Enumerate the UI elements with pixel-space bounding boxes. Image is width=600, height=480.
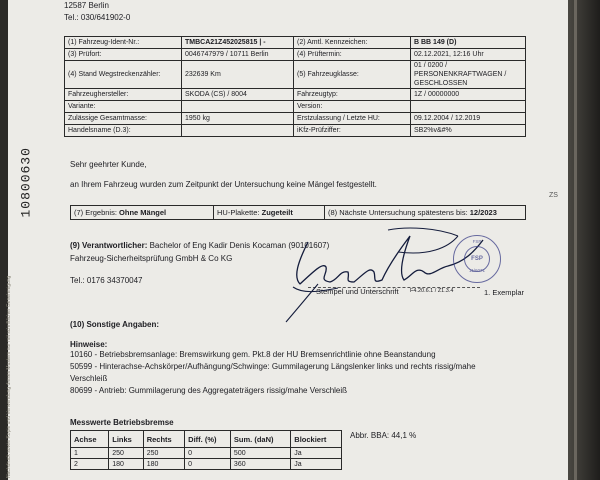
result-cell: [71, 206, 214, 220]
field-label: (4) Stand Wegstreckenzähler:: [65, 61, 182, 89]
brake-table-row: [71, 459, 342, 470]
brake-column-header: Achse: [71, 431, 109, 448]
field-value: [182, 125, 294, 137]
hints-title: Hinweise:: [70, 340, 108, 349]
field-value: 1950 kg: [182, 113, 294, 125]
field-value: [182, 101, 294, 113]
field-label: Erstzulassung / Letzte HU:: [294, 113, 411, 125]
inspection-report-page: [8, 0, 568, 480]
next-inspection-label: (8) Nächste Untersuchung spätestens bis:: [328, 208, 468, 217]
margin-fine-print-block: [4, 170, 18, 480]
field-value: 232639 Km: [182, 61, 294, 89]
field-label: Version:: [294, 101, 411, 113]
stamp-center-text: FSP: [464, 246, 490, 272]
next-inspection-value: 12/2023: [469, 208, 497, 217]
stamp-bottom-text: 11/6071: [469, 268, 485, 273]
field-value: SB2%v&#%: [411, 125, 526, 137]
serial-number-block: [16, 100, 34, 220]
field-label: (4) Prüftermin:: [294, 49, 411, 61]
responsible-label: (9) Verantwortlicher:: [70, 241, 148, 250]
brake-table-cell: 360: [230, 459, 290, 470]
scan-edge: [568, 0, 600, 480]
address-line-2: Tel.: 030/641902-0: [64, 13, 131, 22]
field-label: (1) Fahrzeug-Ident-Nr.:: [65, 37, 182, 49]
vehicle-data-row: [65, 113, 526, 125]
brake-table-cell: Ja: [291, 459, 342, 470]
responsible-name: Bachelor of Eng Kadir Denis Kocaman (90101607): [149, 241, 330, 250]
field-value: 02.12.2021, 12:16 Uhr: [411, 49, 526, 61]
brake-measurements-table: [70, 430, 342, 470]
results-table: [70, 205, 526, 220]
responsible-phone: Tel.: 0176 34370047: [70, 276, 143, 285]
plakette-cell: [214, 206, 325, 220]
stamp-signature-label: Stempel und Unterschrift: [316, 287, 399, 296]
plakette-label: HU-Plakette:: [217, 208, 260, 217]
hint-line-3: Verschleiß: [70, 374, 108, 383]
brake-table-cell: 2: [71, 459, 109, 470]
brake-measurements-title: Messwerte Betriebsbremse: [70, 418, 174, 427]
field-value: TMBCA21Z452025815 | -: [182, 37, 294, 49]
result-label: (7) Ergebnis:: [74, 208, 117, 217]
margin-mark: ZS: [549, 192, 558, 199]
next-inspection-cell: [325, 206, 526, 220]
field-label: Zulässige Gesamtmasse:: [65, 113, 182, 125]
responsible-company: Fahrzeug-Sicherheitsprüfung GmbH & Co KG: [70, 254, 233, 263]
margin-fine-print: Nachdruck sowie Kopie und Verwendung dieses Musters nur mit schriftlicher Genehmigung: [6, 275, 12, 478]
intro-text: an Ihrem Fahrzeug wurden zum Zeitpunkt der Untersuchung keine Mängel festgestellt.: [70, 180, 377, 189]
field-value: 1Z / 00000000: [411, 89, 526, 101]
hint-line-1: 10160 - Betriebsbremsanlage: Bremswirkung gem. Pkt.8 der HU Bremsenrichtlinie ohne Beanstandung: [70, 350, 436, 359]
vehicle-data-table: [64, 36, 526, 137]
stamp-top-text: FSP: [472, 239, 482, 244]
field-label: Fahrzeugtyp:: [294, 89, 411, 101]
result-value: Ohne Mängel: [119, 208, 167, 217]
field-value: 0046747979 / 10711 Berlin: [182, 49, 294, 61]
field-label: (5) Fahrzeugklasse:: [294, 61, 411, 89]
field-label: iKfz-Prüfziffer:: [294, 125, 411, 137]
hint-line-2: 50599 - Hinterachse-Achskörper/Aufhängung/Schwinge: Gummilagerung Längslenker links und rechts rissig/mahe: [70, 362, 476, 371]
brake-column-header: Blockiert: [291, 431, 342, 448]
brake-table-cell: 0: [185, 448, 231, 459]
other-info-label: (10) Sonstige Angaben:: [70, 320, 160, 329]
brake-efficiency-value: Abbr. BBA: 44,1 %: [350, 431, 417, 440]
plakette-value: Zugeteilt: [261, 208, 293, 217]
field-label: (2) Amtl. Kennzeichen:: [294, 37, 411, 49]
form-code: F4.20.6.1 / Z1.3.4: [410, 288, 454, 294]
brake-column-header: Rechts: [143, 431, 184, 448]
vehicle-data-row: [65, 61, 526, 89]
brake-column-header: Links: [109, 431, 143, 448]
brake-table-row: [71, 448, 342, 459]
brake-table-cell: 250: [143, 448, 184, 459]
field-label: Handelsname (D.3):: [65, 125, 182, 137]
field-value: [411, 101, 526, 113]
brake-column-header: Diff. (%): [185, 431, 231, 448]
inspection-stamp: [453, 235, 501, 283]
serial-number: 10800630: [18, 147, 34, 218]
field-value: B BB 149 (D): [411, 37, 526, 49]
vehicle-data-row: [65, 125, 526, 137]
greeting: Sehr geehrter Kunde,: [70, 160, 147, 169]
brake-table-cell: Ja: [291, 448, 342, 459]
brake-table-cell: 180: [109, 459, 143, 470]
brake-table-cell: 500: [230, 448, 290, 459]
field-label: (3) Prüfort:: [65, 49, 182, 61]
brake-table-cell: 180: [143, 459, 184, 470]
brake-table-cell: 0: [185, 459, 231, 470]
brake-table-cell: 1: [71, 448, 109, 459]
vehicle-data-row: [65, 89, 526, 101]
address-line-1: 12587 Berlin: [64, 1, 109, 10]
field-value: 09.12.2004 / 12.2019: [411, 113, 526, 125]
copy-label: 1. Exemplar: [484, 288, 525, 297]
field-value: SKODA (CS) / 8004: [182, 89, 294, 101]
vehicle-data-row: [65, 37, 526, 49]
brake-table-cell: 250: [109, 448, 143, 459]
brake-column-header: Sum. (daN): [230, 431, 290, 448]
brake-table-header: [71, 431, 342, 448]
fold-line: [574, 0, 577, 480]
hint-line-4: 80699 - Antrieb: Gummilagerung des Aggregateträgers rissig/mahe Verschleiß: [70, 386, 348, 395]
field-label: Fahrzeughersteller:: [65, 89, 182, 101]
field-label: Variante:: [65, 101, 182, 113]
field-value: 01 / 0200 / PERSONENKRAFTWAGEN / GESCHLOSSEN: [411, 61, 526, 89]
vehicle-data-row: [65, 49, 526, 61]
vehicle-data-row: [65, 101, 526, 113]
